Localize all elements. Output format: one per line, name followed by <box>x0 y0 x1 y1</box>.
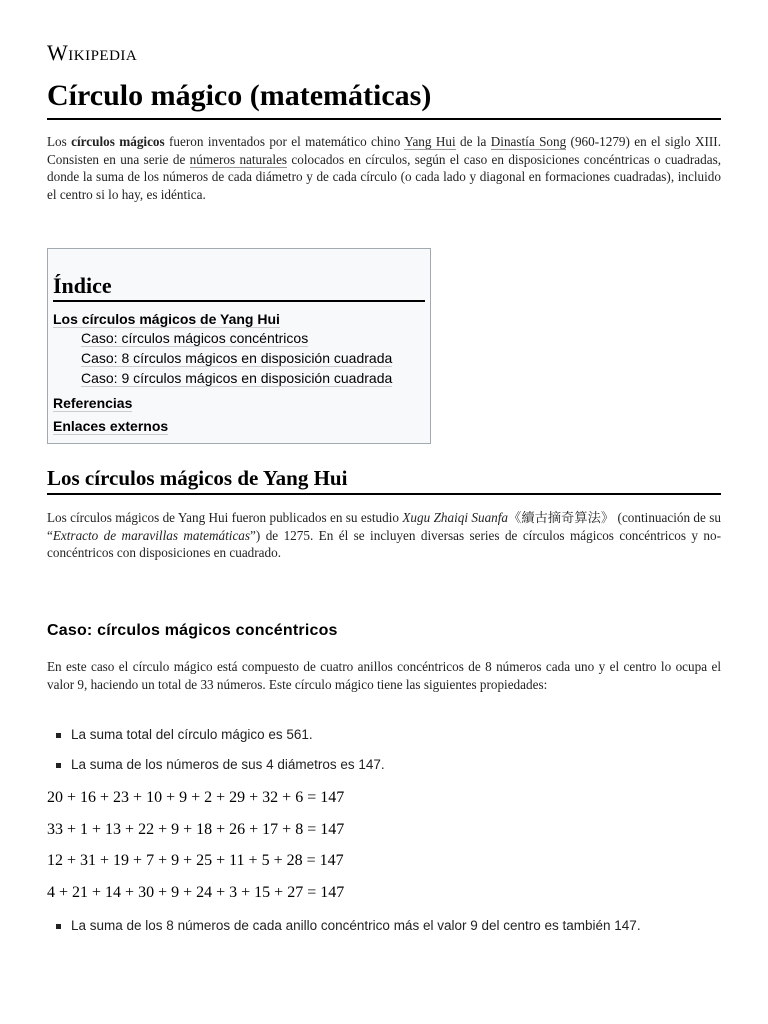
link-numeros-naturales[interactable]: números naturales <box>189 151 288 167</box>
list-item: La suma total del círculo mágico es 561. <box>56 726 313 744</box>
toc-title: Índice <box>53 273 425 302</box>
toc-item-referencias[interactable]: Referencias <box>53 395 133 411</box>
toc-item-concentricos[interactable]: Caso: círculos mágicos concéntricos <box>81 330 309 346</box>
section1-paragraph: Los círculos mágicos de Yang Hui fueron publicados en su estudio Xugu Zhaiqi Suanfa《續古摘奇算法》 (continuación de su “Extracto de maravillas matemáticas”) de 1275. En él se incluyen diversas series de círculos mágicos concéntricos y no-concéntricos con disposiciones en cuadrado. <box>47 510 721 560</box>
toc-item-enlaces-externos[interactable]: Enlaces externos <box>53 418 169 434</box>
intro-paragraph: Los círculos mágicos fueron inventados por el matemático chino Yang Hui de la Dinastía Song (960-1279) en el siglo XIII. Consisten en una serie de números naturales colocados en círculos, según el caso en disposiciones concéntricas o cuadradas, donde la suma de los números de cada diámetro y de cada círculo (o cada lado y diagonal en formaciones cuadradas), incluido el centro si lo hay, es idéntica. <box>47 134 721 202</box>
toc-item-9-circulos[interactable]: Caso: 9 círculos mágicos en disposición cuadrada <box>81 370 393 386</box>
toc-item-yang-hui[interactable]: Los círculos mágicos de Yang Hui <box>53 311 280 327</box>
bullet-icon <box>56 924 61 929</box>
chinese-title: 《續古摘奇算法》 <box>508 510 615 525</box>
intro-bold-term: círculos mágicos <box>71 134 165 149</box>
section-heading-yang-hui: Los círculos mágicos de Yang Hui <box>47 465 721 495</box>
list-item: La suma de los 8 números de cada anillo concéntrico más el valor 9 del centro es también 147. <box>56 917 641 935</box>
equation-1: 20 + 16 + 23 + 10 + 9 + 2 + 29 + 32 + 6 = 147 <box>47 789 345 806</box>
equation-3: 12 + 31 + 19 + 7 + 9 + 25 + 11 + 5 + 28 = 147 <box>47 852 344 869</box>
link-dinastia-song[interactable]: Dinastía Song <box>490 134 567 149</box>
bullet-icon <box>56 733 61 738</box>
link-yang-hui[interactable]: Yang Hui <box>404 134 456 149</box>
equation-2: 33 + 1 + 13 + 22 + 9 + 18 + 26 + 17 + 8 = 147 <box>47 821 345 838</box>
wikipedia-logo[interactable]: Wikipedia <box>47 40 138 65</box>
list-item: La suma de los números de sus 4 diámetros es 147. <box>56 756 385 774</box>
page-title: Círculo mágico (matemáticas) <box>47 78 721 120</box>
subsection-heading-concentricos: Caso: círculos mágicos concéntricos <box>47 622 338 639</box>
subsection1-paragraph: En este caso el círculo mágico está compuesto de cuatro anillos concéntricos de 8 números cada uno y el centro lo ocupa el valor 9, haciendo un total de 33 números. Este círculo mágico tiene las siguientes propiedades: <box>47 659 721 692</box>
table-of-contents <box>47 248 431 444</box>
toc-item-8-circulos[interactable]: Caso: 8 círculos mágicos en disposición cuadrada <box>81 350 393 366</box>
bullet-icon <box>56 763 61 768</box>
equation-4: 4 + 21 + 14 + 30 + 9 + 24 + 3 + 15 + 27 = 147 <box>47 884 345 901</box>
